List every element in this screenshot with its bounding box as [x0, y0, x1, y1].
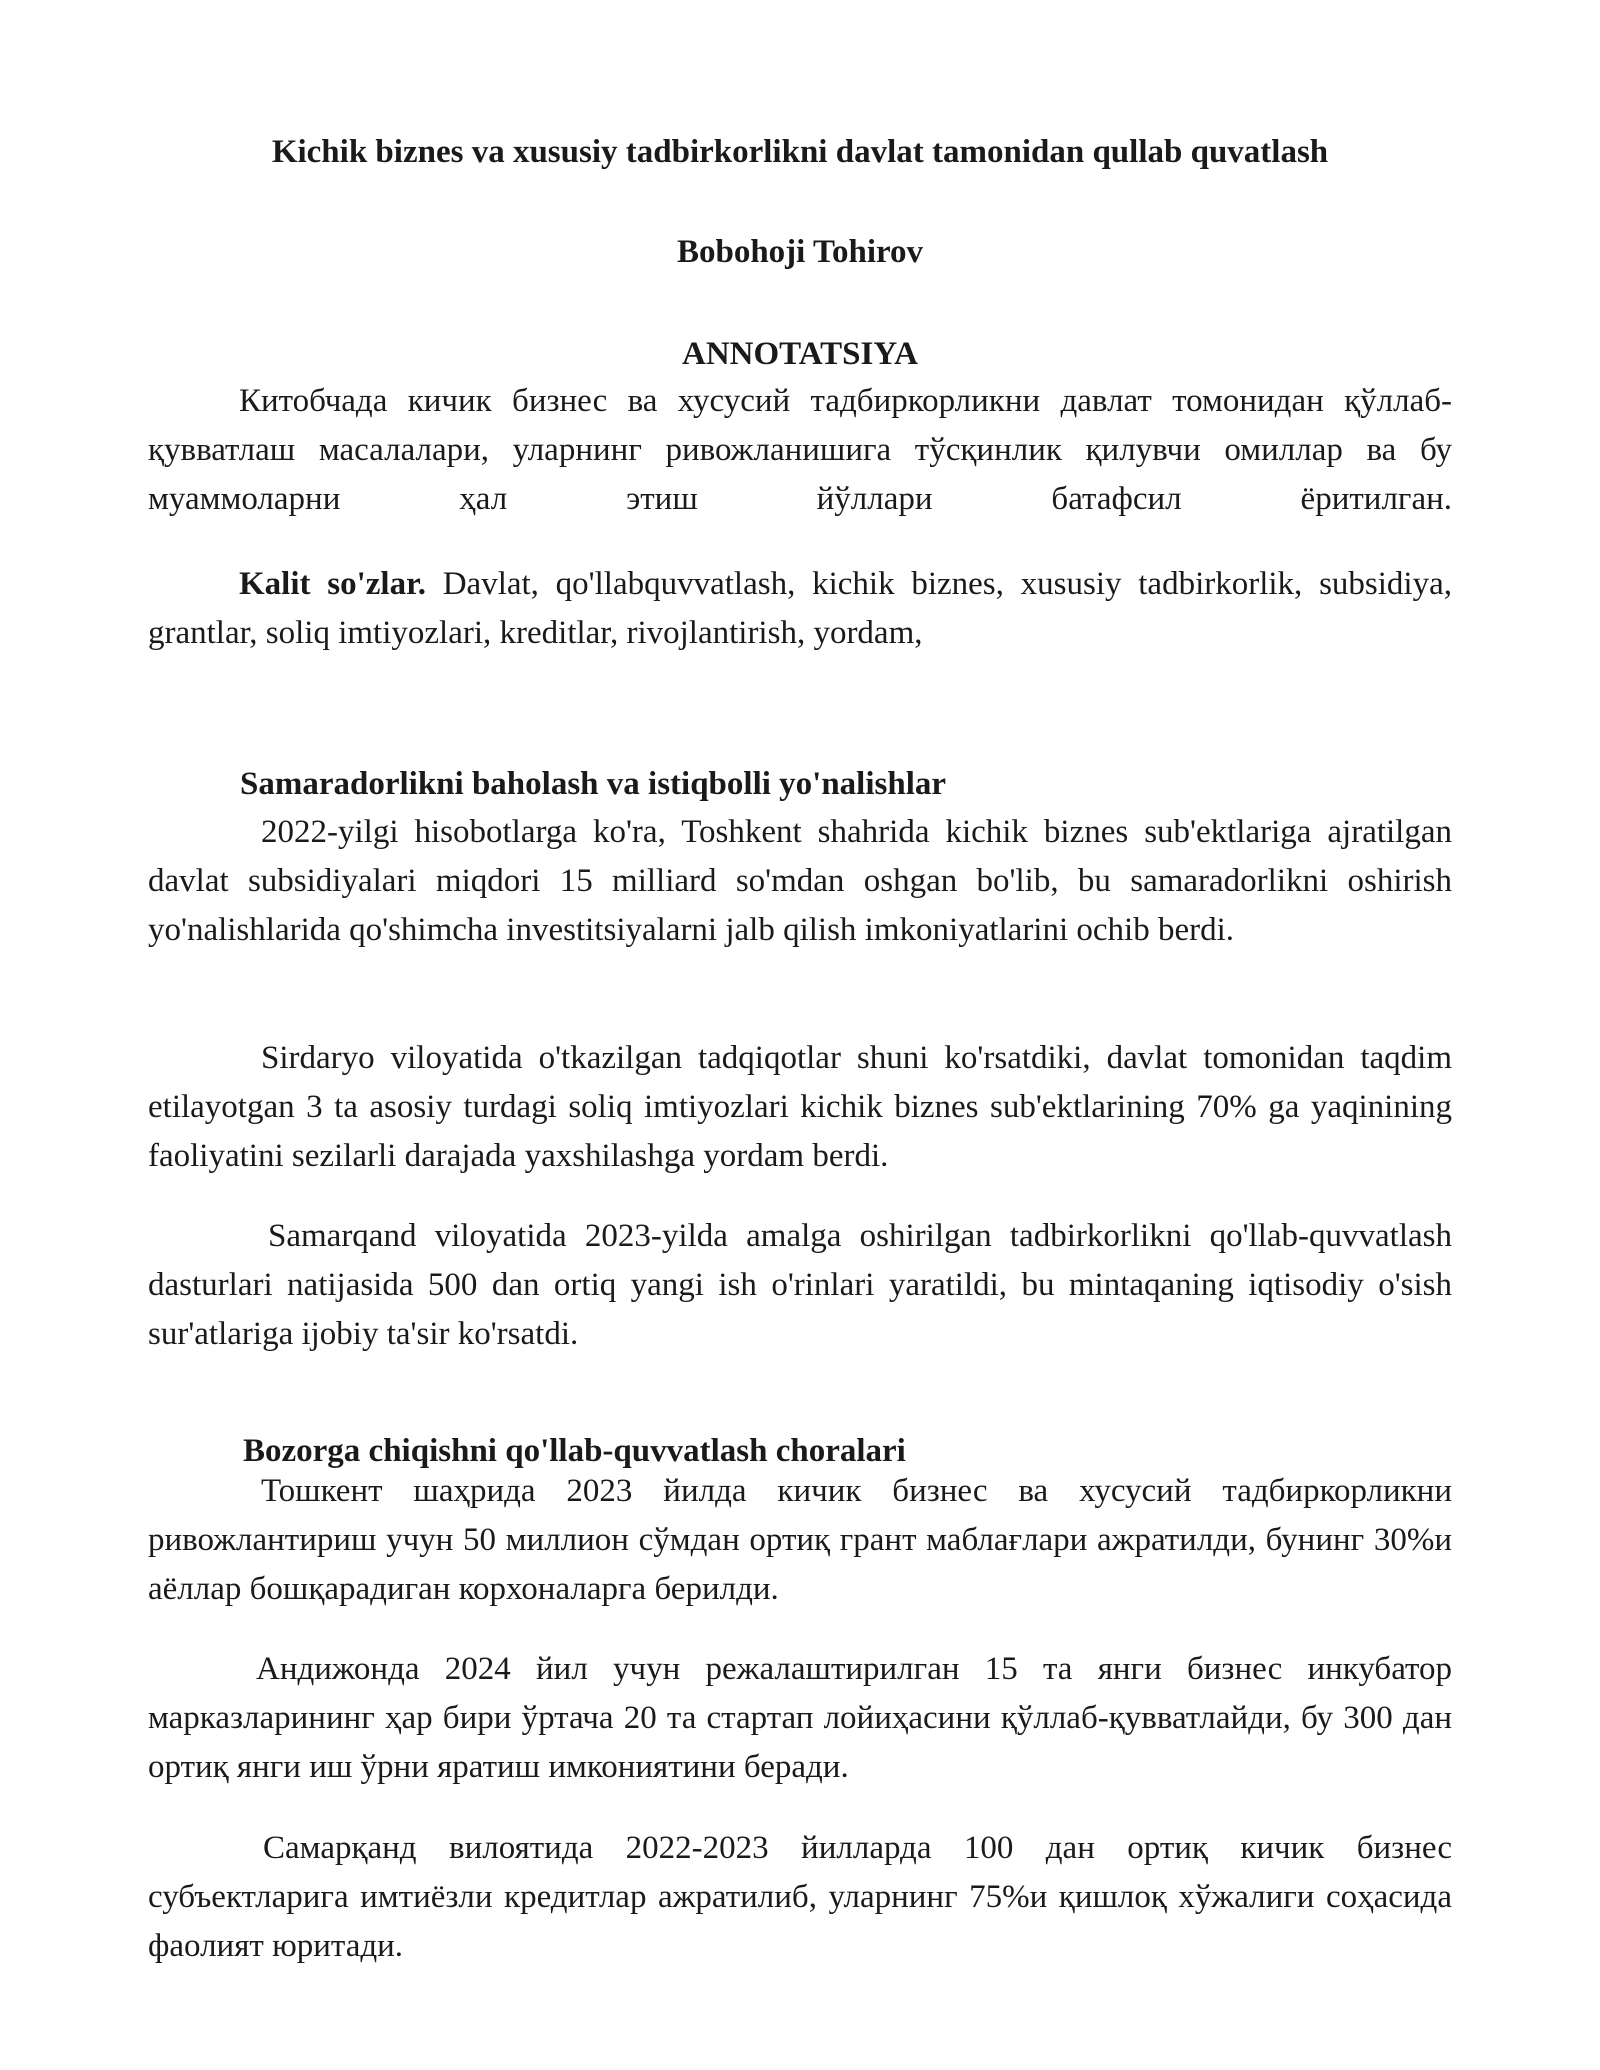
document-title: Kichik biznes va xususiy tadbirkorlikni davlat tamonidan qullab quvatlash [271, 134, 1329, 170]
annotation-heading: ANNOTATSIYA [682, 336, 918, 372]
section1-heading: Samaradorlikni baholash va istiqbolli yo'nalishlar [240, 766, 947, 802]
section2-paragraph: Самарқанд вилоятида 2022-2023 йилларда 100 дан ортиқ кичик бизнес субъектларига имтиёзли кредитлар ажратилиб, уларнинг 75%и қишлоқ хўжалиги соҳасида фаолият юритади. [148, 1830, 1452, 1964]
section1-paragraph: Sirdaryo viloyatida o'tkazilgan tadqiqotlar shuni ko'rsatdiki, davlat tomonidan taqdim etilayotgan 3 ta asosiy turdagi soliq imtiyozlari kichik biznes sub'ektlarining 70% ga yaqinining faoliyatini sezilarli darajada yaxshilashga yordam berdi. [148, 1040, 1452, 1174]
section2-paragraph: Тошкент шаҳрида 2023 йилда кичик бизнес ва хусусий тадбиркорликни ривожлантириш учун 50 миллион сўмдан ортиқ грант маблағлари ажратилди, бунинг 30%и аёллар бошқарадиган корхоналарга берилди. [148, 1473, 1452, 1607]
section2-paragraph: Андижонда 2024 йил учун режалаштирилган 15 та янги бизнес инкубатор марказларининг ҳар бири ўртача 20 та стартап лойиҳасини қўллаб-қувватлайди, бу 300 дан ортиқ янги иш ўрни яратиш имкониятини беради. [148, 1651, 1452, 1785]
section1-paragraph: Samarqand viloyatida 2023-yilda amalga oshirilgan tadbirkorlikni qo'llab-quvvatlash dasturlari natijasida 500 dan ortiq yangi ish o'rinlari yaratildi, bu mintaqaning iqtisodiy o'sish sur'atlariga ijobiy ta'sir ko'rsatdi. [148, 1218, 1452, 1352]
keywords-paragraph [148, 560, 1452, 658]
section2-heading: Bozorga chiqishni qo'llab-quvvatlash choralari [243, 1433, 906, 1469]
author-name: Bobohoji Tohirov [676, 234, 924, 270]
section1-paragraph: 2022-yilgi hisobotlarga ko'ra, Toshkent shahrida kichik biznes sub'ektlariga ajratilgan davlat subsidiyalari miqdori 15 milliard so'mdan oshgan bo'lib, bu samaradorlikni oshirish yo'nalishlarida qo'shimcha investitsiyalarni jalb qilish imkoniyatlarini ochib berdi. [148, 814, 1452, 948]
annotation-text: Китобчада кичик бизнес ва хусусий тадбиркорликни давлат томонидан қўллаб-қувватлаш масалалари, уларнинг ривожланишига тўсқинлик қилувчи омиллар ва бу муаммоларни ҳал этиш йўллари батафсил ёритилган. [148, 383, 1452, 517]
keywords-text: Davlat, qo'llabquvvatlash, kichik biznes, xususiy tadbirkorlik, subsidiya, grantlar, soliq imtiyozlari, kreditlar, rivojlantirish, yordam, [148, 566, 1452, 651]
keywords-label: Kalit so'zlar. [239, 566, 426, 602]
